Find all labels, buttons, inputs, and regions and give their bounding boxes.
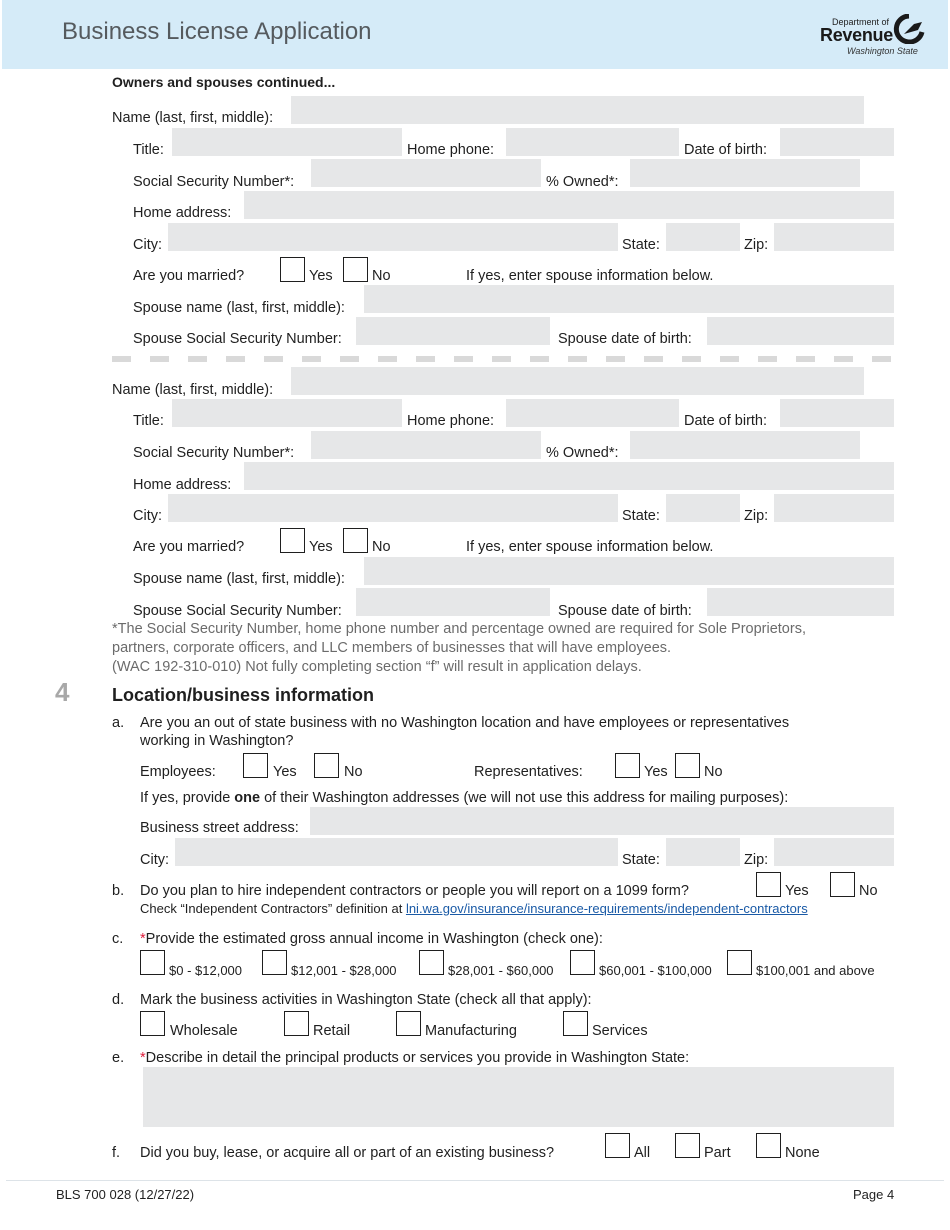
owner1-name-label: Name (last, first, middle): [112, 110, 274, 126]
check-definition-text: Check “Independent Contractors” definition at [140, 901, 406, 916]
owner1-zip-label: Zip: [744, 237, 769, 253]
business-state-label: State: [622, 852, 660, 868]
wholesale-checkbox[interactable] [140, 1011, 165, 1036]
ssn-footnote-line1: *The Social Security Number, home phone number and percentage owned are required for Sole Proprietors, [112, 621, 806, 637]
manufacturing-checkbox[interactable] [396, 1011, 421, 1036]
owner2-spouse-ssn-label: Spouse Social Security Number: [133, 603, 342, 619]
logo-line1: Department of [832, 17, 890, 27]
section-number: 4 [55, 677, 70, 707]
manufacturing-label: Manufacturing [425, 1023, 517, 1039]
question-f-letter: f. [112, 1145, 121, 1161]
owner1-zip-field[interactable] [774, 223, 894, 251]
section-title: Location/business information [112, 685, 375, 705]
separator-dash [150, 356, 169, 362]
owner1-ssn-field[interactable] [311, 159, 541, 187]
income-28001-60000-checkbox[interactable] [419, 950, 444, 975]
question-e-label: Describe in detail the principal products or services you provide in Washington State: [145, 1050, 690, 1066]
separator-dash [416, 356, 435, 362]
owner1-state-label: State: [622, 237, 660, 253]
contractors-yes-checkbox[interactable] [756, 872, 781, 897]
contractors-check-text [140, 901, 808, 917]
owner1-owned-field[interactable] [630, 159, 860, 187]
form-id: BLS 700 028 (12/27/22) [56, 1187, 195, 1202]
form-title: Business License Application [62, 18, 372, 45]
business-city-label: City: [140, 852, 169, 868]
acquire-none-checkbox[interactable] [756, 1133, 781, 1158]
retail-checkbox[interactable] [284, 1011, 309, 1036]
question-f-text: Did you buy, lease, or acquire all or part of an existing business? [140, 1145, 555, 1161]
owner1-spouse-ssn-field[interactable] [356, 317, 550, 345]
owner2-name-label: Name (last, first, middle): [112, 382, 274, 398]
owner2-ssn-field[interactable] [311, 431, 541, 459]
business-street-field[interactable] [310, 807, 894, 835]
provide-bold: one [234, 790, 261, 806]
question-c-letter: c. [112, 931, 124, 947]
owner1-dob-field[interactable] [780, 128, 894, 156]
acquire-all-label: All [634, 1145, 651, 1161]
owner2-city-label: City: [133, 508, 162, 524]
income-100001-above-label: $100,001 and above [756, 963, 875, 978]
income-0-12000-checkbox[interactable] [140, 950, 165, 975]
logo-line3: Washington State [847, 46, 918, 56]
owner2-spouse-name-field[interactable] [364, 557, 894, 585]
employees-no-label: No [344, 764, 363, 780]
owner2-city-field[interactable] [168, 494, 618, 522]
owner1-spouse-name-field[interactable] [364, 285, 894, 313]
question-a-line2: working in Washington? [140, 733, 294, 749]
income-60001-100000-checkbox[interactable] [570, 950, 595, 975]
owner2-married-yes-label: Yes [309, 539, 333, 555]
owner1-home-phone-label: Home phone: [407, 142, 495, 158]
owner1-name-field[interactable] [291, 96, 864, 124]
question-a-letter: a. [112, 715, 125, 731]
representatives-yes-checkbox[interactable] [615, 753, 640, 778]
owner2-dob-field[interactable] [780, 399, 894, 427]
representatives-no-checkbox[interactable] [675, 753, 700, 778]
separator-dash [682, 356, 701, 362]
retail-label: Retail [313, 1023, 351, 1039]
provide-address-instruction [140, 789, 788, 807]
owner1-married-no-checkbox[interactable] [343, 257, 368, 282]
owner1-title-field[interactable] [172, 128, 402, 156]
question-b-letter: b. [112, 883, 125, 899]
owner2-married-label: Are you married? [133, 539, 245, 555]
owner1-title-label: Title: [133, 142, 164, 158]
income-28001-60000-label: $28,001 - $60,000 [448, 963, 554, 978]
owner2-married-no-label: No [372, 539, 391, 555]
owner1-home-phone-field[interactable] [506, 128, 679, 156]
owner1-spouse-dob-field[interactable] [707, 317, 894, 345]
page-number: Page 4 [853, 1187, 895, 1202]
products-services-textarea[interactable] [143, 1067, 894, 1127]
business-state-field[interactable] [666, 838, 740, 866]
income-100001-above-checkbox[interactable] [727, 950, 752, 975]
representatives-label: Representatives: [474, 764, 583, 780]
dor-logo [820, 14, 930, 60]
owner2-state-label: State: [622, 508, 660, 524]
income-60001-100000-label: $60,001 - $100,000 [599, 963, 712, 978]
required-asterisk: * [140, 1050, 146, 1066]
owner2-name-field[interactable] [291, 367, 864, 395]
separator-dash [302, 356, 321, 362]
provide-before: If yes, provide [140, 790, 235, 806]
required-asterisk: * [140, 931, 146, 947]
employees-yes-label: Yes [273, 764, 297, 780]
representatives-yes-label: Yes [644, 764, 668, 780]
separator-dash [454, 356, 473, 362]
separator-dash [758, 356, 777, 362]
owner2-married-yes-checkbox[interactable] [280, 528, 305, 553]
business-street-label: Business street address: [140, 820, 299, 836]
owner2-dob-label: Date of birth: [684, 413, 768, 429]
separator-dash [606, 356, 625, 362]
separator-dash [834, 356, 853, 362]
owner1-home-address-field[interactable] [244, 191, 894, 219]
acquire-part-label: Part [704, 1145, 731, 1161]
employees-no-checkbox[interactable] [314, 753, 339, 778]
owner2-owned-label: % Owned*: [546, 445, 619, 461]
question-e-letter: e. [112, 1050, 125, 1066]
contractors-no-checkbox[interactable] [830, 872, 855, 897]
owner2-spouse-dob-field[interactable] [707, 588, 894, 616]
owner1-state-field[interactable] [666, 223, 740, 251]
separator-dash [226, 356, 245, 362]
separator-dash [264, 356, 283, 362]
separator-dash [530, 356, 549, 362]
separator-dash [188, 356, 207, 362]
owner1-married-yes-checkbox[interactable] [280, 257, 305, 282]
separator-dash [568, 356, 587, 362]
ssn-footnote-line3: (WAC 192-310-010) Not fully completing section “f” will result in application delays. [112, 659, 642, 675]
owner1-home-address-label: Home address: [133, 205, 232, 221]
owner2-state-field[interactable] [666, 494, 740, 522]
provide-after: of their Washington addresses (we will not use this address for mailing purposes): [260, 790, 789, 806]
separator-dash [720, 356, 739, 362]
separator-dash [796, 356, 815, 362]
owner2-ssn-label: Social Security Number*: [133, 445, 295, 461]
contractors-yes-label: Yes [785, 883, 809, 899]
owner1-married-label: Are you married? [133, 268, 245, 284]
question-b-text: Do you plan to hire independent contractors or people you will report on a 1099 form? [140, 883, 689, 899]
owner1-dob-label: Date of birth: [684, 142, 768, 158]
owner1-married-no-label: No [372, 268, 391, 284]
business-city-field[interactable] [175, 838, 618, 866]
employees-yes-checkbox[interactable] [243, 753, 268, 778]
owner2-owned-field[interactable] [630, 431, 860, 459]
owner1-spouse-dob-label: Spouse date of birth: [558, 331, 692, 347]
owners-section-title: Owners and spouses continued... [112, 74, 336, 90]
owner2-title-label: Title: [133, 413, 164, 429]
services-label: Services [592, 1023, 648, 1039]
logo-line2: Revenue [820, 25, 893, 45]
separator-dash [872, 356, 891, 362]
owner2-title-field[interactable] [172, 399, 402, 427]
footer-divider [6, 1180, 944, 1181]
owner1-spouse-name-label: Spouse name (last, first, middle): [133, 300, 345, 316]
separator-dash [378, 356, 397, 362]
question-c-text [140, 930, 603, 948]
services-checkbox[interactable] [563, 1011, 588, 1036]
income-0-12000-label: $0 - $12,000 [169, 963, 243, 978]
owner2-zip-label: Zip: [744, 508, 769, 524]
lni-link[interactable]: lni.wa.gov/insurance/insurance-requirements/independent-contractors [405, 901, 808, 916]
separator-dash [340, 356, 359, 362]
employees-label: Employees: [140, 764, 216, 780]
owner1-owned-label: % Owned*: [546, 174, 619, 190]
separator-dash [644, 356, 663, 362]
owner2-married-no-checkbox[interactable] [343, 528, 368, 553]
owner2-spouse-name-label: Spouse name (last, first, middle): [133, 571, 345, 587]
income-12001-28000-checkbox[interactable] [262, 950, 287, 975]
question-e-text [140, 1049, 689, 1067]
question-c-label: Provide the estimated gross annual income in Washington (check one): [145, 931, 603, 947]
owner2-spouse-ssn-field[interactable] [356, 588, 550, 616]
ssn-footnote-line2: partners, corporate officers, and LLC members of businesses that will have employees. [112, 640, 672, 656]
owner1-ssn-label: Social Security Number*: [133, 174, 295, 190]
owner1-spouse-hint: If yes, enter spouse information below. [466, 268, 714, 284]
question-a-line1: Are you an out of state business with no Washington location and have employees or representatives [140, 715, 790, 731]
owner2-home-address-label: Home address: [133, 477, 232, 493]
income-12001-28000-label: $12,001 - $28,000 [291, 963, 397, 978]
representatives-no-label: No [704, 764, 723, 780]
owner1-married-yes-label: Yes [309, 268, 333, 284]
acquire-part-checkbox[interactable] [675, 1133, 700, 1158]
separator-dash [112, 356, 131, 362]
owner2-spouse-hint: If yes, enter spouse information below. [466, 539, 714, 555]
owner1-city-field[interactable] [168, 223, 618, 251]
question-d-letter: d. [112, 992, 125, 1008]
owner2-home-phone-label: Home phone: [407, 413, 495, 429]
business-zip-label: Zip: [744, 852, 769, 868]
owner2-spouse-dob-label: Spouse date of birth: [558, 603, 692, 619]
owner1-city-label: City: [133, 237, 162, 253]
owner2-home-phone-field[interactable] [506, 399, 679, 427]
wholesale-label: Wholesale [170, 1023, 238, 1039]
acquire-none-label: None [785, 1145, 820, 1161]
contractors-no-label: No [859, 883, 878, 899]
business-zip-field[interactable] [774, 838, 894, 866]
acquire-all-checkbox[interactable] [605, 1133, 630, 1158]
dor-logo-mark-icon [892, 14, 926, 44]
question-d-text: Mark the business activities in Washington State (check all that apply): [140, 992, 592, 1008]
owner2-zip-field[interactable] [774, 494, 894, 522]
separator-dash [492, 356, 511, 362]
owner1-spouse-ssn-label: Spouse Social Security Number: [133, 331, 342, 347]
owner2-home-address-field[interactable] [244, 462, 894, 490]
